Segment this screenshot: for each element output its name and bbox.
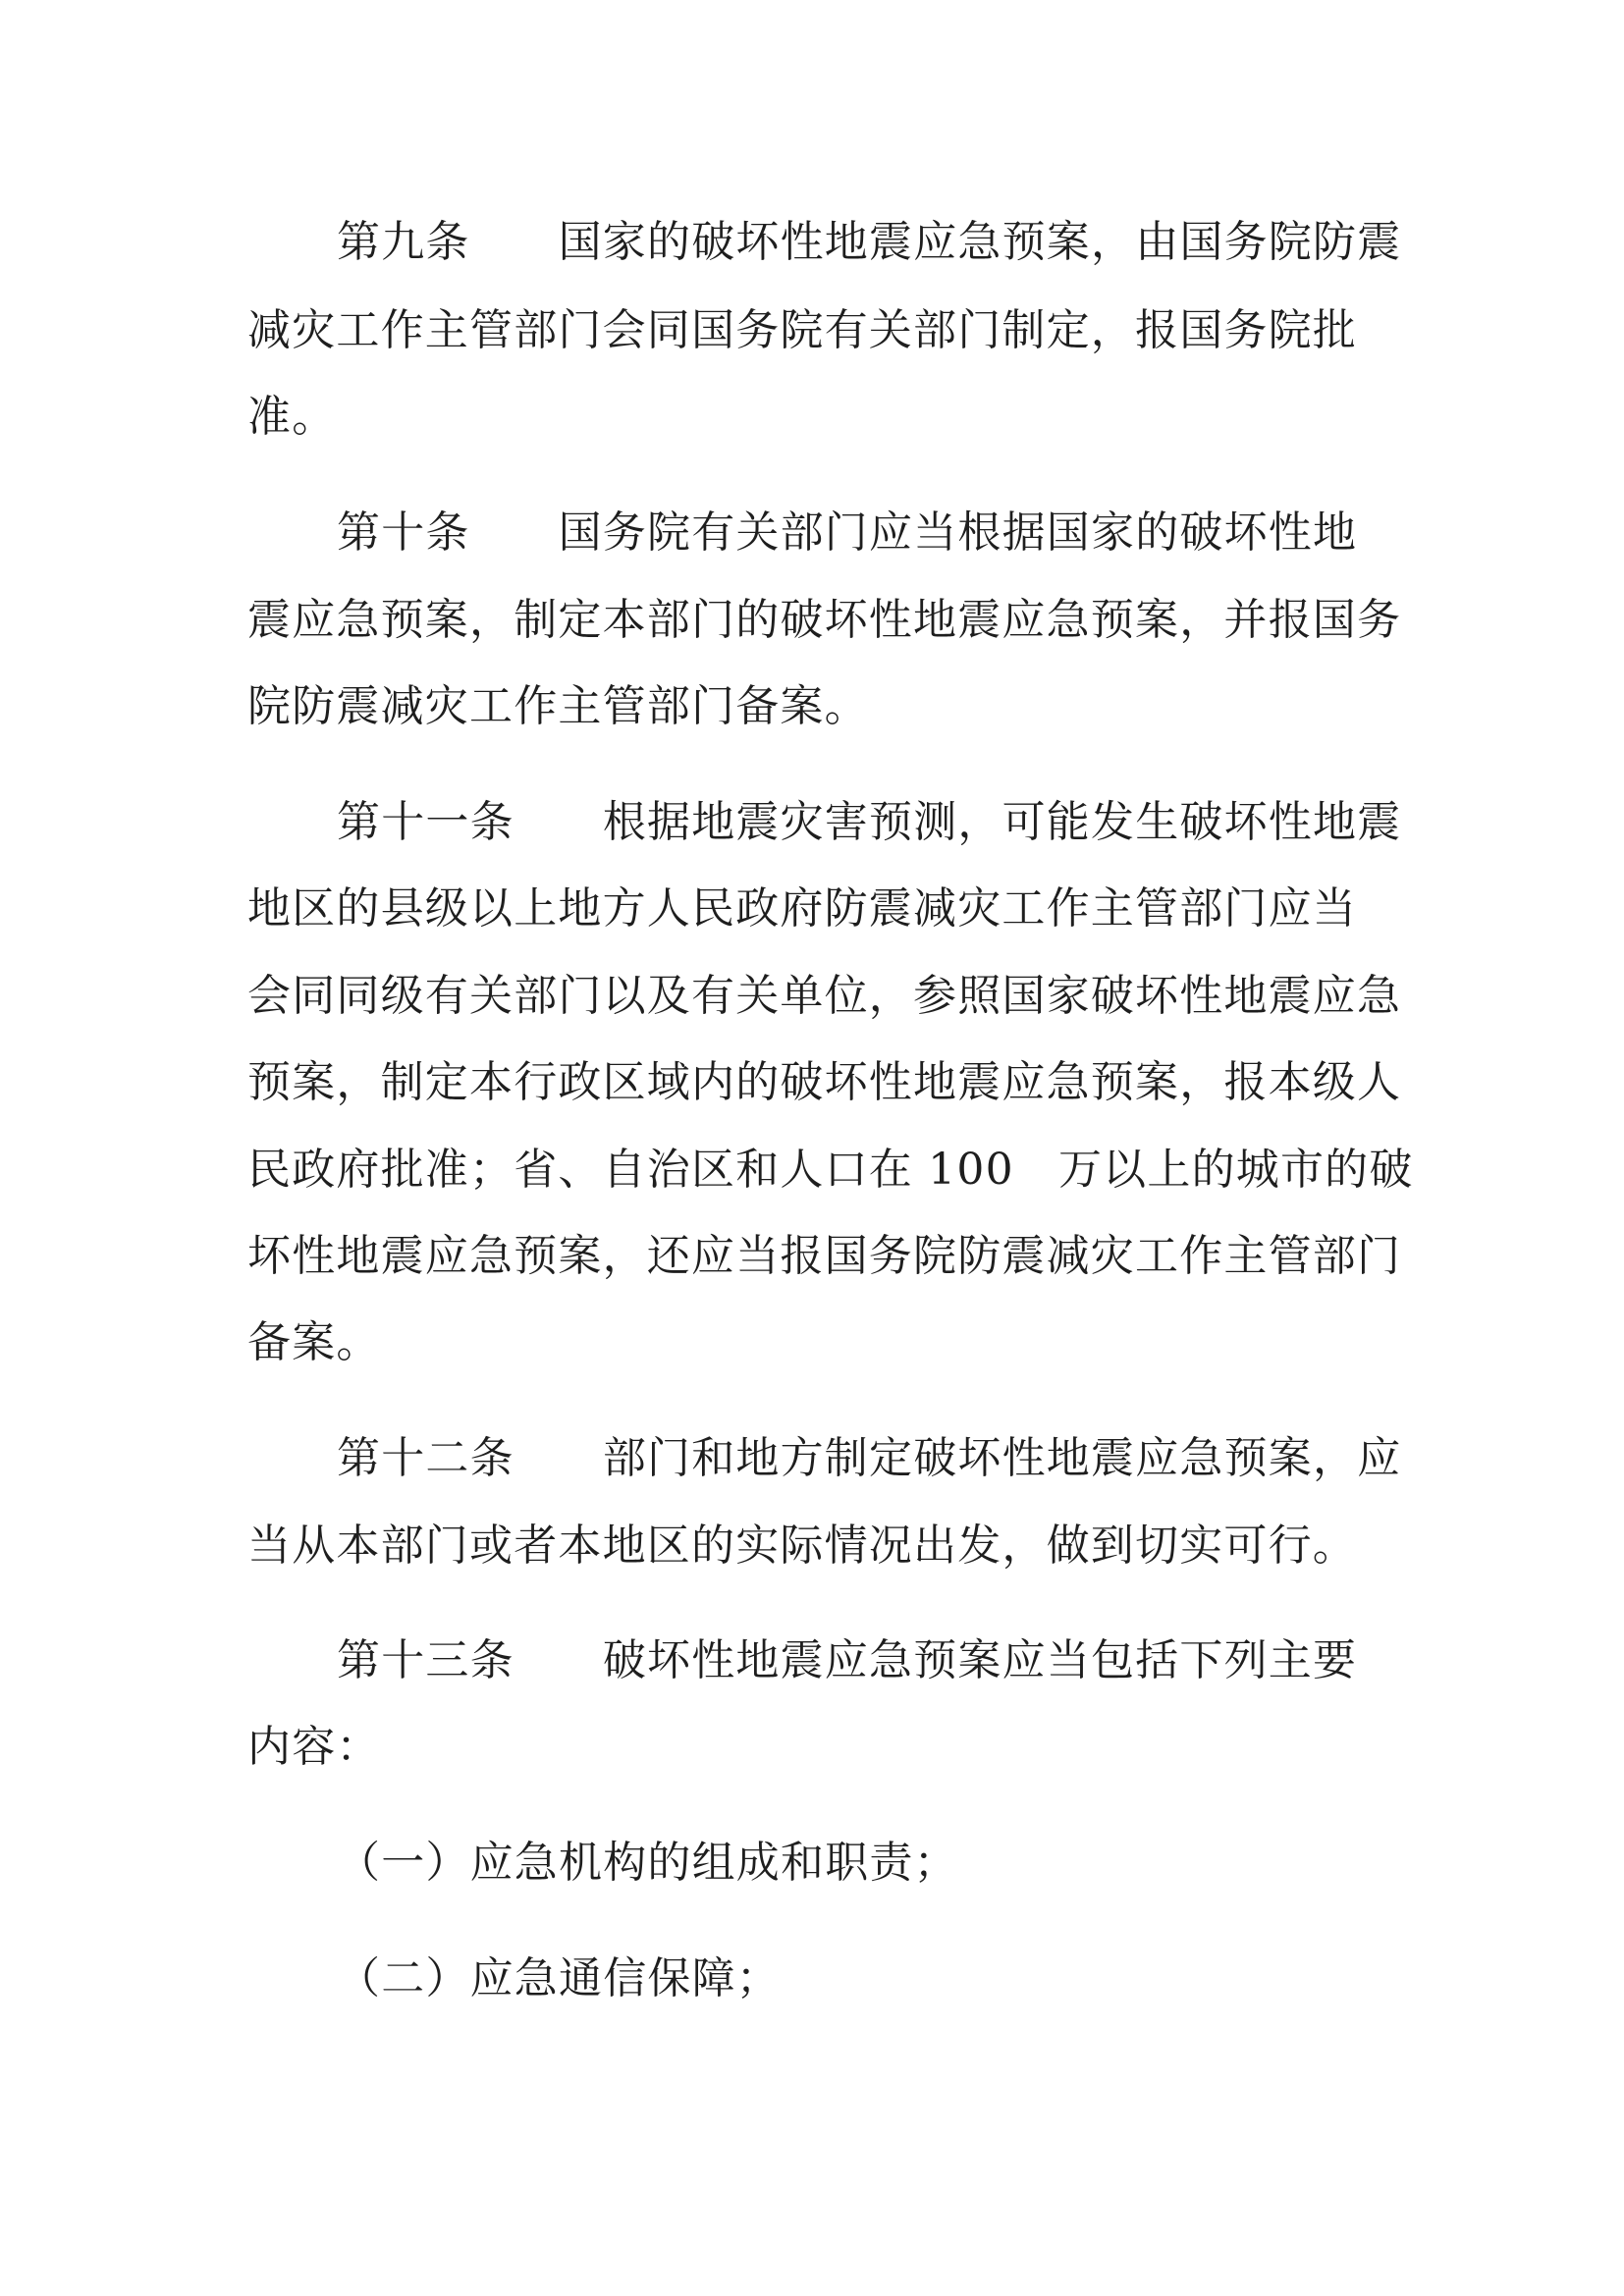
article-10-first-line (337, 506, 1357, 561)
article-13-first-line (337, 1633, 1357, 1688)
article-text: 部门和地方制定破坏性地震应急预案，应 (602, 1433, 1402, 1483)
article-heading: 第十二条 (337, 1433, 514, 1483)
article-11-line-3: 会同同级有关部门以及有关单位，参照国家破坏性地震应急 (247, 971, 1402, 1021)
article-11-line-4: 预案，制定本行政区域内的破坏性地震应急预案，报本级人 (247, 1057, 1402, 1107)
article-10-line-3: 院防震减灾工作主管部门备案。 (247, 681, 869, 731)
article-text: 破坏性地震应急预案应当包括下列主要 (602, 1635, 1358, 1685)
article-11-line-6: 坏性地震应急预案，还应当报国务院防震减灾工作主管部门 (247, 1231, 1402, 1281)
list-item: （二）应急通信保障； (337, 1953, 781, 2003)
article-heading: 第十条 (337, 507, 470, 558)
article-heading: 第十一条 (337, 797, 514, 847)
article-heading: 第十三条 (337, 1635, 514, 1685)
article-12-line-2: 当从本部门或者本地区的实际情况出发，做到切实可行。 (247, 1521, 1357, 1571)
article-heading: 第九条 (337, 217, 470, 267)
article-9-first-line (337, 215, 1401, 270)
article-11-line-5: 民政府批准；省、自治区和人口在 100 万以上的城市的破 (247, 1145, 1414, 1195)
article-13-line-2: 内容： (247, 1722, 381, 1772)
article-12-first-line (337, 1431, 1401, 1486)
article-text: 根据地震灾害预测，可能发生破坏性地震 (602, 797, 1402, 847)
article-9-line-3: 准。 (247, 392, 337, 442)
article-10-line-2: 震应急预案，制定本部门的破坏性地震应急预案，并报国务 (247, 595, 1402, 645)
article-9-line-2: 减灾工作主管部门会同国务院有关部门制定，报国务院批 (247, 305, 1357, 355)
article-text: 国家的破坏性地震应急预案，由国务院防震 (558, 217, 1402, 267)
article-11-first-line (337, 795, 1401, 850)
article-text: 国务院有关部门应当根据国家的破坏性地 (558, 507, 1358, 558)
article-11-line-7: 备案。 (247, 1317, 381, 1367)
list-item: （一）应急机构的组成和职责； (337, 1838, 958, 1888)
article-11-line-2: 地区的县级以上地方人民政府防震减灾工作主管部门应当 (247, 883, 1357, 934)
